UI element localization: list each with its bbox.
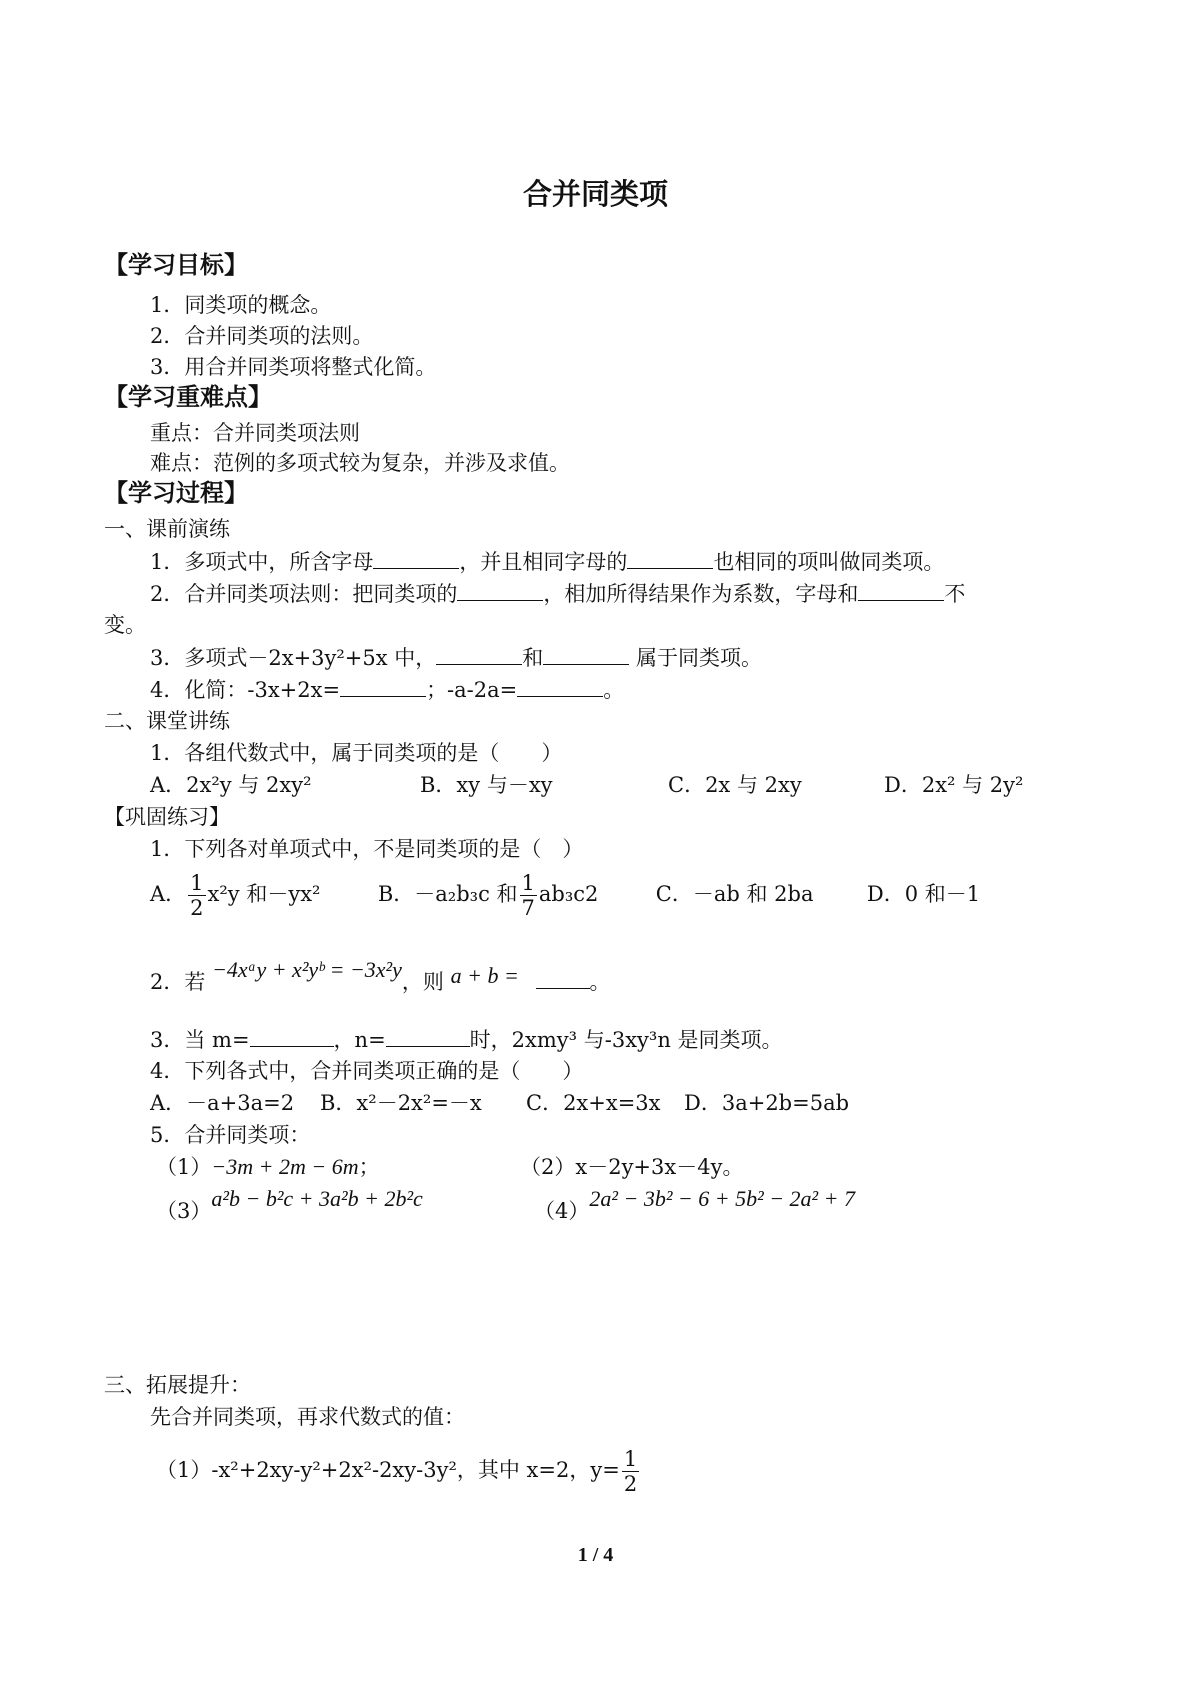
sub-question-1 — [156, 1154, 380, 1180]
option-c: C．2x+x=3x — [526, 1091, 661, 1115]
sub-question-3 — [156, 1186, 423, 1223]
part2-question-1: 1．各组代数式中，属于同类项的是（ ） — [150, 741, 563, 765]
q-text: 和 — [522, 646, 544, 670]
option-c: C．－ab 和 2ba — [655, 882, 814, 906]
option-d: D．0 和－1 — [866, 882, 981, 906]
option-c: C．2x 与 2xy — [668, 773, 802, 797]
practice-question-5: 5．合并同类项： — [150, 1123, 311, 1147]
answer-blank[interactable] — [373, 548, 459, 569]
answer-blank[interactable] — [858, 580, 944, 601]
practice-heading: 【巩固练习】 — [104, 805, 230, 829]
part2-heading: 二、课堂讲练 — [104, 709, 230, 733]
option-b: B．xy 与－xy — [420, 773, 553, 797]
q-text: 时，2xmy³ 与-3xy³n 是同类项。 — [469, 1028, 783, 1052]
q-text: 。 — [589, 970, 611, 994]
q-text: ；-a-2a= — [426, 678, 518, 702]
key-point-text: 重点：合并同类项法则 — [150, 421, 360, 445]
answer-blank[interactable] — [340, 676, 426, 697]
q-text: 3．多项式－2x+3y²+5x 中， — [150, 646, 437, 670]
difficulty-text: 难点：范例的多项式较为复杂，并涉及求值。 — [150, 451, 570, 475]
answer-blank[interactable] — [543, 644, 629, 665]
label: （4） — [534, 1199, 590, 1223]
fraction-one-half: $\frac{1}{2}$ — [623, 1447, 638, 1496]
answer-blank[interactable] — [627, 548, 713, 569]
practice-question-4: 4．下列各式中，合并同类项正确的是（ ） — [150, 1059, 584, 1083]
q-text: 2．合并同类项法则：把同类项的 — [150, 582, 458, 606]
page-number: 1 / 4 — [577, 1544, 614, 1566]
q-text: （1）-x²+2xy-y²+2x²-2xy-3y²，其中 x=2，y= — [156, 1458, 620, 1482]
q-text: ，n= — [333, 1028, 386, 1052]
label: （1） — [156, 1155, 212, 1179]
option-d: D．3a+2b=5ab — [684, 1091, 850, 1115]
objective-item: 2．合并同类项的法则。 — [150, 324, 374, 348]
q-text: 3．当 m= — [150, 1028, 250, 1052]
objective-item: 3．用合并同类项将整式化简。 — [150, 355, 437, 379]
q-text: 2．若 — [150, 970, 206, 994]
part1-question-1 — [150, 548, 944, 575]
part1-question-2 — [150, 580, 965, 607]
option-a-text: x²y 和－yx² — [207, 882, 321, 906]
expression: −3m + 2m − 6m — [211, 1154, 359, 1179]
answer-blank[interactable] — [536, 968, 590, 989]
answer-blank[interactable] — [386, 1026, 470, 1047]
option-b: B．x²－2x²=－x — [320, 1091, 482, 1115]
part3-instruction: 先合并同类项，再求代数式的值： — [150, 1405, 465, 1429]
practice-question-1-options — [150, 868, 980, 920]
objective-item: 1．同类项的概念。 — [150, 293, 332, 317]
answer-blank[interactable] — [436, 644, 522, 665]
fraction-one-seventh: $\frac{1}{7}$ — [521, 871, 535, 920]
option-a: A．2x²y 与 2xy² — [150, 773, 312, 797]
expression: a²b − b²c + 3a²b + 2b²c — [211, 1186, 423, 1211]
page-title: 合并同类项 — [522, 177, 668, 211]
label: （3） — [156, 1199, 212, 1223]
option-a-prefix: A． — [150, 882, 187, 906]
q-text: ，并且相同字母的 — [459, 550, 628, 574]
q-text: ，相加所得结果作为系数，字母和 — [543, 582, 859, 606]
q-text: 。 — [603, 678, 625, 702]
heading-process: 【学习过程】 — [104, 479, 248, 507]
q-text: 属于同类项。 — [629, 646, 762, 670]
q-text: 4．化简：-3x+2x= — [150, 678, 341, 702]
answer-blank[interactable] — [457, 580, 543, 601]
part1-question-4 — [150, 676, 624, 703]
option-a: A．－a+3a=2 — [150, 1091, 295, 1115]
option-d: D．2x² 与 2y² — [884, 773, 1024, 797]
sub-question-4 — [534, 1186, 855, 1223]
part1-question-2-cont: 变。 — [104, 613, 146, 637]
part3-question-1 — [156, 1444, 641, 1496]
q-text: 1．多项式中，所含字母 — [150, 550, 374, 574]
fraction-one-half: $\frac{1}{2}$ — [190, 871, 204, 920]
equation: −4xᵃy + x²yᵇ = −3x²y — [212, 957, 402, 982]
answer-blank[interactable] — [250, 1026, 334, 1047]
practice-question-2 — [150, 957, 611, 995]
practice-question-3 — [150, 1026, 783, 1053]
equation-sum: a + b = — [450, 963, 519, 988]
q-text: ； — [358, 1155, 380, 1179]
option-b-prefix: B．－a₂b₃c 和 — [377, 882, 518, 906]
q-text: 也相同的项叫做同类项。 — [713, 550, 945, 574]
part1-heading: 一、课前演练 — [104, 517, 230, 541]
part1-question-3 — [150, 644, 762, 671]
expression: 2a² − 3b² − 6 + 5b² − 2a² + 7 — [589, 1186, 855, 1211]
sub-question-2: （2）x－2y+3x－4y。 — [520, 1155, 744, 1179]
option-b-text: ab₃c2 — [538, 882, 599, 906]
heading-key-points: 【学习重难点】 — [104, 383, 272, 411]
q-text: ，则 — [401, 970, 444, 994]
q-text: 不 — [944, 582, 966, 606]
answer-blank[interactable] — [517, 676, 603, 697]
part3-heading: 三、拓展提升： — [104, 1373, 251, 1397]
practice-question-1: 1．下列各对单项式中，不是同类项的是（ ） — [150, 837, 584, 861]
heading-objectives: 【学习目标】 — [104, 251, 248, 279]
